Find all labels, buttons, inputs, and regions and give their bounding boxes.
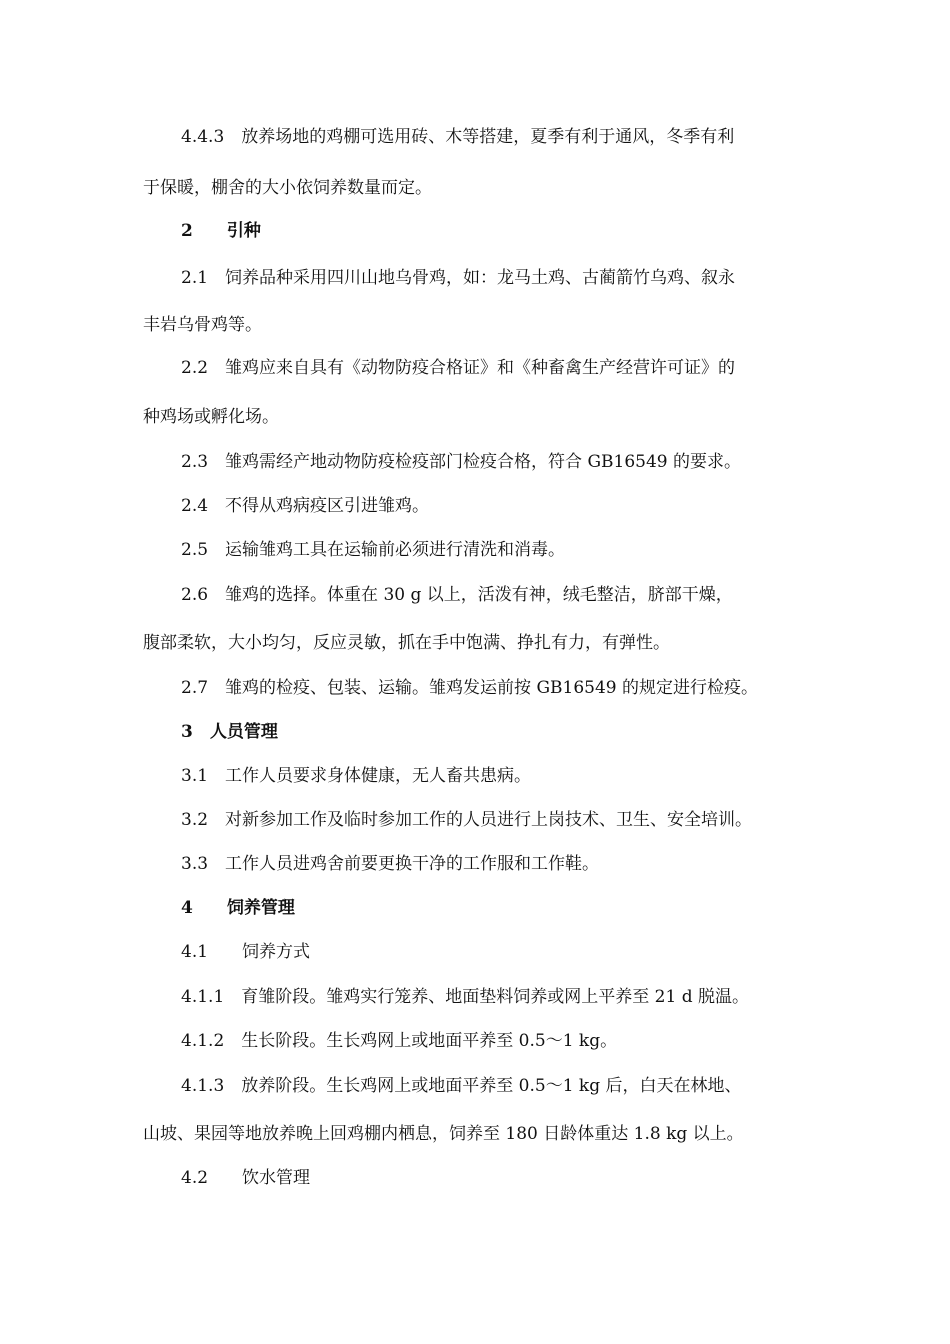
paragraph-2-3: 2.3 雏鸡需经产地动物防疫检疫部门检疫合格，符合 GB16549 的要求。 (181, 452, 741, 472)
paragraph-2-6-line-2: 腹部柔软，大小均匀，反应灵敏，抓在手中饱满、挣扎有力，有弹性。 (143, 633, 670, 653)
subsection-heading-4-1: 4.1 饲养方式 (181, 942, 311, 962)
paragraph-4-1-3-line-2: 山坡、果园等地放养晚上回鸡棚内栖息，饲养至 180 日龄体重达 1.8 kg 以上。 (143, 1124, 744, 1144)
paragraph-2-1-line-1: 2.1 饲养品种采用四川山地乌骨鸡，如：龙马土鸡、古蔺箭竹乌鸡、叙永 (181, 268, 736, 288)
section-heading-2: 2 引种 (181, 221, 261, 241)
section-heading-3: 3 人员管理 (181, 722, 278, 742)
paragraph-4-1-2: 4.1.2 生长阶段。生长鸡网上或地面平养至 0.5～1 kg。 (181, 1031, 618, 1051)
paragraph-2-4: 2.4 不得从鸡病疫区引进雏鸡。 (181, 496, 430, 516)
paragraph-4-4-3-line-2: 于保暖，棚舍的大小依饲养数量而定。 (143, 178, 432, 198)
paragraph-3-1: 3.1 工作人员要求身体健康，无人畜共患病。 (181, 766, 532, 786)
paragraph-2-2-line-2: 种鸡场或孵化场。 (143, 407, 279, 427)
paragraph-2-7: 2.7 雏鸡的检疫、包装、运输。雏鸡发运前按 GB16549 的规定进行检疫。 (181, 678, 758, 698)
paragraph-3-3: 3.3 工作人员进鸡舍前要更换干净的工作服和工作鞋。 (181, 854, 600, 874)
subsection-heading-4-2: 4.2 饮水管理 (181, 1168, 311, 1188)
paragraph-2-6-line-1: 2.6 雏鸡的选择。体重在 30 g 以上，活泼有神，绒毛整洁，脐部干燥， (181, 585, 733, 605)
paragraph-4-1-1: 4.1.1 育雏阶段。雏鸡实行笼养、地面垫料饲养或网上平养至 21 d 脱温。 (181, 987, 749, 1007)
paragraph-3-2: 3.2 对新参加工作及临时参加工作的人员进行上岗技术、卫生、安全培训。 (181, 810, 753, 830)
paragraph-4-1-3-line-1: 4.1.3 放养阶段。生长鸡网上或地面平养至 0.5～1 kg 后，白天在林地、 (181, 1076, 742, 1096)
paragraph-2-5: 2.5 运输雏鸡工具在运输前必须进行清洗和消毒。 (181, 540, 566, 560)
section-heading-4: 4 饲养管理 (181, 898, 295, 918)
paragraph-4-4-3-line-1: 4.4.3 放养场地的鸡棚可选用砖、木等搭建，夏季有利于通风，冬季有利 (181, 127, 735, 147)
paragraph-2-2-line-1: 2.2 雏鸡应来自具有《动物防疫合格证》和《种畜禽生产经营许可证》的 (181, 358, 736, 378)
paragraph-2-1-line-2: 丰岩乌骨鸡等。 (143, 315, 262, 335)
